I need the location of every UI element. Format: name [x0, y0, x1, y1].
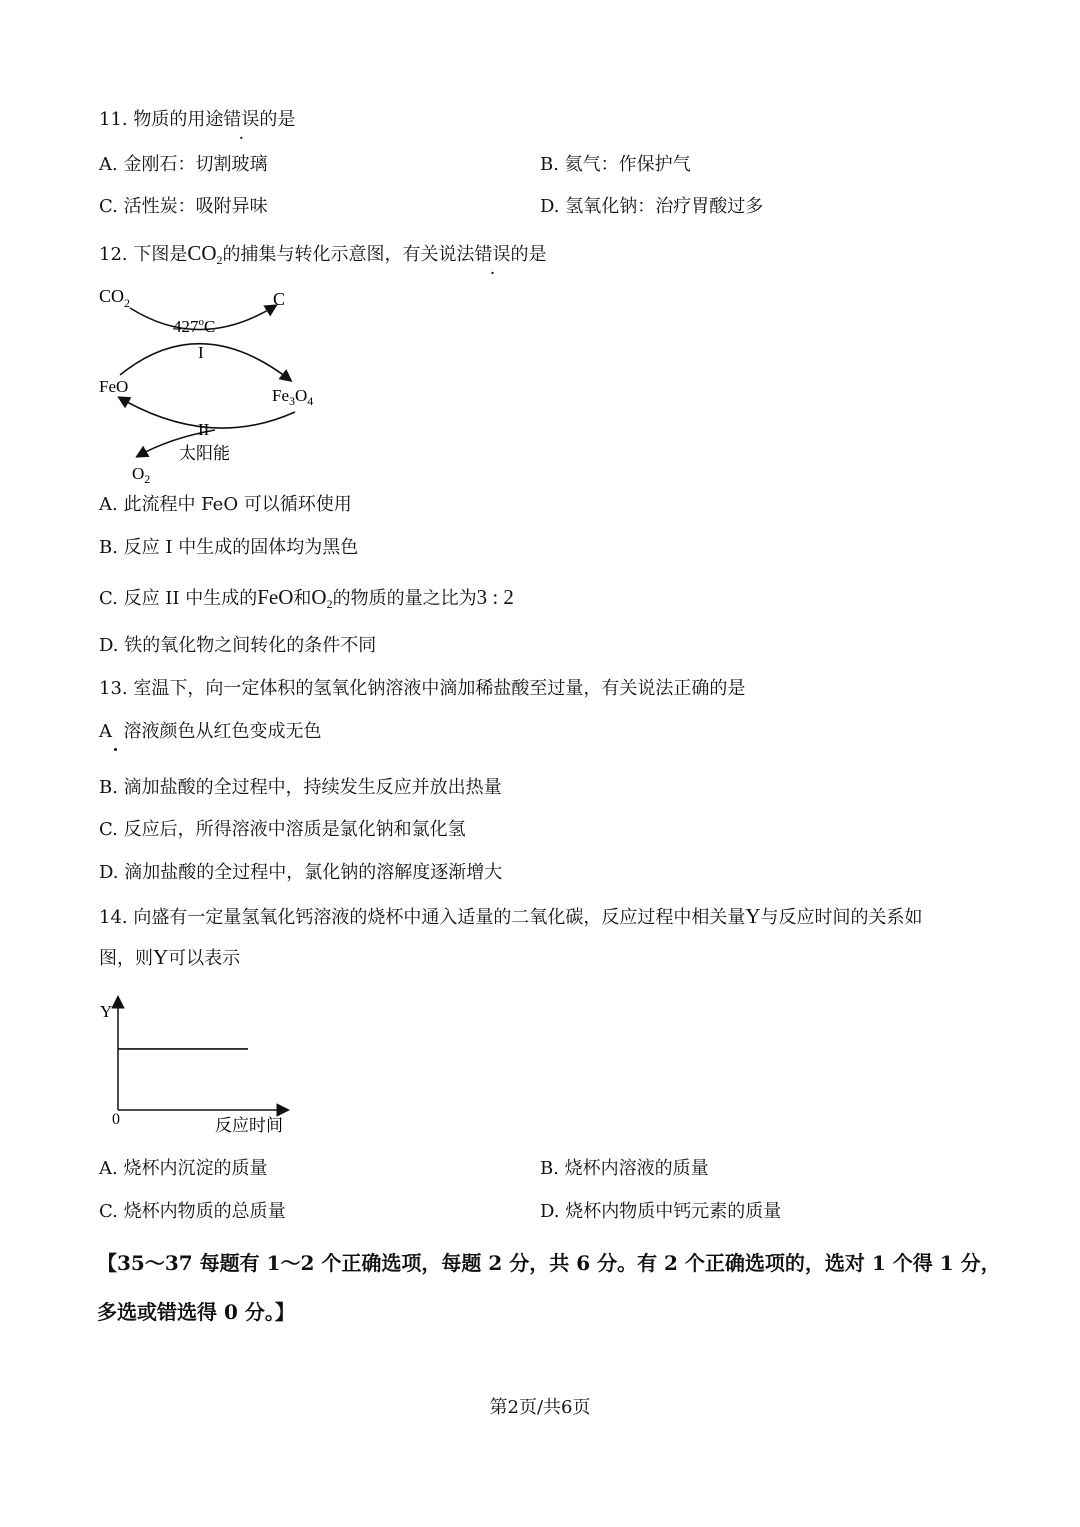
label-step-1: I: [198, 343, 204, 362]
q11-option-b: B. 氦气：作保护气: [540, 154, 691, 175]
q14-stem-1-pre: 14. 向盛有一定量氢氧化钙溶液的烧杯中通入适量的二氧化碳，反应过程中相关量: [99, 907, 746, 928]
q14-stem-2-post: 可以表示: [168, 948, 241, 969]
q12-option-a: A. 此流程中 FeO 可以循环使用: [99, 494, 352, 515]
q12-option-c-mid: 的物质的量之比为: [332, 588, 477, 609]
q12-stem: [99, 241, 547, 272]
q12-formula-main: CO: [187, 241, 217, 265]
q12-stem-mid: 的捕集与转化示意图，有关说法: [222, 244, 475, 265]
q12-option-c-and: 和: [293, 588, 312, 609]
q13-stem: 13. 室温下，向一定体积的氢氧化钠溶液中滴加稀盐酸至过量，有关说法正确的是: [99, 678, 746, 699]
q14-option-c: C. 烧杯内物质的总质量: [99, 1201, 286, 1222]
x-axis-label: 反应时间: [215, 1116, 283, 1135]
q11-option-c: C. 活性炭：吸附异味: [99, 196, 268, 217]
q14-stem-line-1: [99, 904, 923, 930]
label-solar-energy: 太阳能: [179, 444, 230, 463]
q11-stem-pre: 11. 物质的用途: [99, 109, 224, 130]
q13-option-a-text: 溶液颜色从红色变成无色: [123, 721, 322, 742]
q11-option-a: A. 金刚石：切割玻璃: [99, 154, 268, 175]
co2-conversion-diagram: [90, 280, 350, 490]
label-o2: $O_2$: [132, 464, 151, 486]
q13-option-c: C. 反应后，所得溶液中溶质是氯化钠和氯化氢: [99, 819, 466, 840]
q13-option-b: B. 滴加盐酸的全过程中，持续发生反应并放出热量: [99, 777, 502, 798]
label-c: C: [273, 289, 286, 309]
q14-option-b: B. 烧杯内溶液的质量: [540, 1158, 709, 1179]
q12-option-c-ratio: 3 : 2: [476, 585, 514, 609]
page-footer: 第2页/共6页: [489, 1397, 591, 1418]
q12-stem-emphasis: 错误: [474, 244, 511, 265]
q12-formula: [187, 241, 222, 265]
q11-stem: [99, 108, 295, 132]
q14-stem-line-2: [99, 945, 240, 971]
q12-stem-pre: 12. 下图是: [99, 244, 188, 265]
section-note-line-2: 多选或错选得 0 分。】: [97, 1300, 295, 1324]
q12-stem-post: 的是: [510, 244, 547, 265]
y-axis-label: Y: [100, 1002, 113, 1021]
origin-label: 0: [112, 1111, 120, 1128]
y-vs-time-chart: [95, 990, 305, 1140]
q13-option-a-letter: A: [99, 721, 112, 742]
section-note-line-1: 【35～37 每题有 1～2 个正确选项，每题 2 分，共 6 分。有 2 个正确选项的，选对 1 个得 1 分，: [97, 1251, 1001, 1275]
label-feo: FeO: [99, 377, 129, 396]
arrow-feo-to-fe3o4: [120, 344, 290, 380]
q14-stem-1-y: Y: [745, 904, 761, 928]
q14-stem-2-pre: 图，则: [99, 948, 153, 969]
q14-option-d: D. 烧杯内物质中钙元素的质量: [540, 1201, 782, 1222]
q12-option-b: B. 反应 I 中生成的固体均为黑色: [99, 537, 359, 558]
q12-option-c-o2-sub: 2: [326, 597, 333, 611]
q13-option-d: D. 滴加盐酸的全过程中，氯化钠的溶解度逐渐增大: [99, 862, 503, 883]
q11-stem-emphasis: 错误: [223, 109, 260, 130]
q14-stem-2-y: Y: [153, 945, 169, 969]
stray-dot: [114, 748, 117, 751]
q12-option-c-feo: FeO: [257, 585, 294, 609]
q11-option-d: D. 氢氧化钠：治疗胃酸过多: [540, 196, 764, 217]
q12-option-c-o2-main: O: [311, 585, 327, 609]
q14-stem-1-post: 与反应时间的关系如: [760, 907, 923, 928]
q14-option-a: A. 烧杯内沉淀的质量: [99, 1158, 268, 1179]
q12-option-d: D. 铁的氧化物之间转化的条件不同: [99, 635, 377, 656]
label-step-2: II: [198, 420, 210, 439]
label-temperature: 427$^o$C: [173, 316, 216, 336]
label-fe3o4: $Fe_3O_4$: [272, 386, 314, 408]
q13-option-a: [99, 720, 321, 744]
q11-stem-post: 的是: [259, 109, 296, 130]
q12-formula-sub: 2: [216, 253, 223, 267]
label-co2: $CO_2$: [99, 286, 131, 310]
q12-option-c-pre: C. 反应 II 中生成的: [99, 588, 258, 609]
q12-option-c-o2: [311, 585, 332, 609]
q12-option-c: [99, 585, 514, 616]
